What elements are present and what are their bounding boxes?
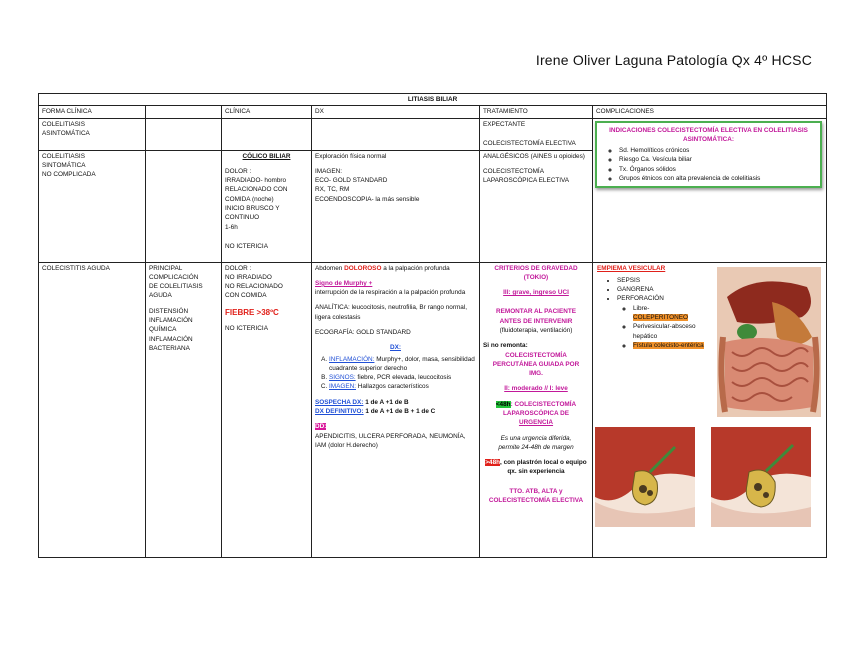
litiasis-table	[38, 93, 827, 558]
clinica-colecistitis: DOLOR : NO IRRADIADO NO RELACIONADO CON COMIDA FIEBRE >38ºC NO ICTERICIA	[222, 262, 312, 557]
row-colecistitis	[39, 262, 827, 557]
col-header-clinica: CLÍNICA	[222, 106, 312, 118]
col-header-tratamiento: TRATAMIENTO	[480, 106, 593, 118]
col-header-blank	[146, 106, 222, 118]
fiebre-text: FIEBRE >38ºC	[225, 307, 279, 317]
abdomen-anatomy-image	[717, 267, 821, 417]
list-item: • GANGRENA	[617, 285, 715, 294]
table-title: LITIASIS BILIAR	[39, 94, 827, 106]
tto-asintomatica: EXPECTANTE COLECISTECTOMÍA ELECTIVA	[480, 118, 593, 150]
empiema-title: EMPIEMA VESICULAR	[597, 264, 666, 272]
list-item: ◦ Riesgo Ca. Vesícula biliar	[619, 155, 816, 164]
gallbladder-image-2	[711, 427, 811, 527]
col-header-forma: FORMA CLÍNICA	[39, 106, 146, 118]
dx-colecistitis: Abdomen DOLOROSO a la palpación profunda Signo de Murphy + interrupción de la respiración a la palpación profunda ANALÍTICA: leucocitosis, neutrofilia, Br rango normal, ligera colestasis ECOGRAFÍA: GOLD STANDARD DX: A. INFLAMACIÓN: Murphy+, dolor, masa, sensibilidad cuadrante superior derecho B. SIGNOS: fiebre, PCR elevada, leucocitosis C. IMAGEN: Hallazgos característicos SOSPECHA DX: 1 de A +1 de B DX DEFINITIVO: 1 de A +1 de B + 1 de C DD: APENDICITIS, ULCERA PERFORADA, NEUMONÍA, IAM (dolor H.derecho)	[312, 262, 480, 557]
list-item: ◦ Fístula colecisto-entérica	[633, 341, 715, 350]
clinica-colico: CÓLICO BILIAR DOLOR : IRRADIADO- hombro RELACIONADO CON COMIDA (noche) INICIO BRUSCO Y CONTINUO 1-6h NO ICTERICIA	[222, 150, 312, 262]
complicaciones-indicaciones	[593, 118, 827, 262]
indicaciones-box	[595, 121, 822, 189]
list-item: ◦ Libre- COLEPERITONEO	[633, 304, 715, 323]
sub-colecistitis: PRINCIPAL COMPLICACIÓN DE COLELITIASIS AGUDA DISTENSIÓN INFLAMACIÓN QUÍMICA INFLAMACIÓN BACTERIANA	[146, 262, 222, 557]
list-item: • SEPSIS	[617, 276, 715, 285]
dx-sintomatica: Exploración física normal IMAGEN: ECO- GOLD STANDARD RX, TC, RM ECOENDOSCOPIA- la más sensible	[312, 150, 480, 262]
list-item: ◦ Perivesicular-absceso hepático	[633, 322, 715, 341]
col-header-complicaciones: COMPLICACIONES	[593, 106, 827, 118]
colico-title: CÓLICO BILIAR	[242, 152, 291, 160]
list-item: • PERFORACIÓN	[617, 294, 715, 303]
page-header: Irene Oliver Laguna Patología Qx 4º HCSC	[535, 52, 812, 68]
tto-sintomatica: ANALGÉSICOS (AINES u opioides) COLECISTECTOMÍA LAPAROSCÓPICA ELECTIVA	[480, 150, 593, 262]
col-header-dx: DX	[312, 106, 480, 118]
complicaciones-colecistitis	[593, 262, 827, 557]
list-item: ◦ Sd. Hemolíticos crónicos	[619, 146, 816, 155]
list-item: ◦ Grupos étnicos con alta prevalencia de colelitiasis	[619, 174, 816, 183]
list-item: ◦ Tx. Órganos sólidos	[619, 165, 816, 174]
row-asintomatica	[39, 118, 827, 150]
forma-sintomatica: COLELITIASIS SINTOMÁTICA NO COMPLICADA	[39, 150, 146, 262]
forma-asintomatica: COLELITIASIS ASINTOMÁTICA	[39, 118, 146, 150]
header-row	[39, 106, 827, 118]
indicaciones-title: INDICACIONES COLECISTECTOMÍA ELECTIVA EN COLELITIASIS ASINTOMÁTICA:	[609, 126, 808, 143]
tto-colecistitis: CRITERIOS DE GRAVEDAD (TOKIO) III: grave, ingreso UCI REMONTAR AL PACIENTE ANTES DE INTERVENIR (fluidoterapia, ventilación) Si no remonta: COLECISTECTOMÍA PERCUTÁNEA GUIADA POR IMG. II: moderado // I: leve <48h: COLECISTECTOMÍA LAPAROSCÓPICA DE URGENCIA Es una urgencia diferida, permite 24-48h de margen >48h, con plastrón local o equipo qx. sin experiencia TTO. ATB, ALTA y COLECISTECTOMÍA ELECTIVA	[480, 262, 593, 557]
forma-colecistitis: COLECISTITIS AGUDA	[39, 262, 146, 557]
gallbladder-image-1	[595, 427, 695, 527]
